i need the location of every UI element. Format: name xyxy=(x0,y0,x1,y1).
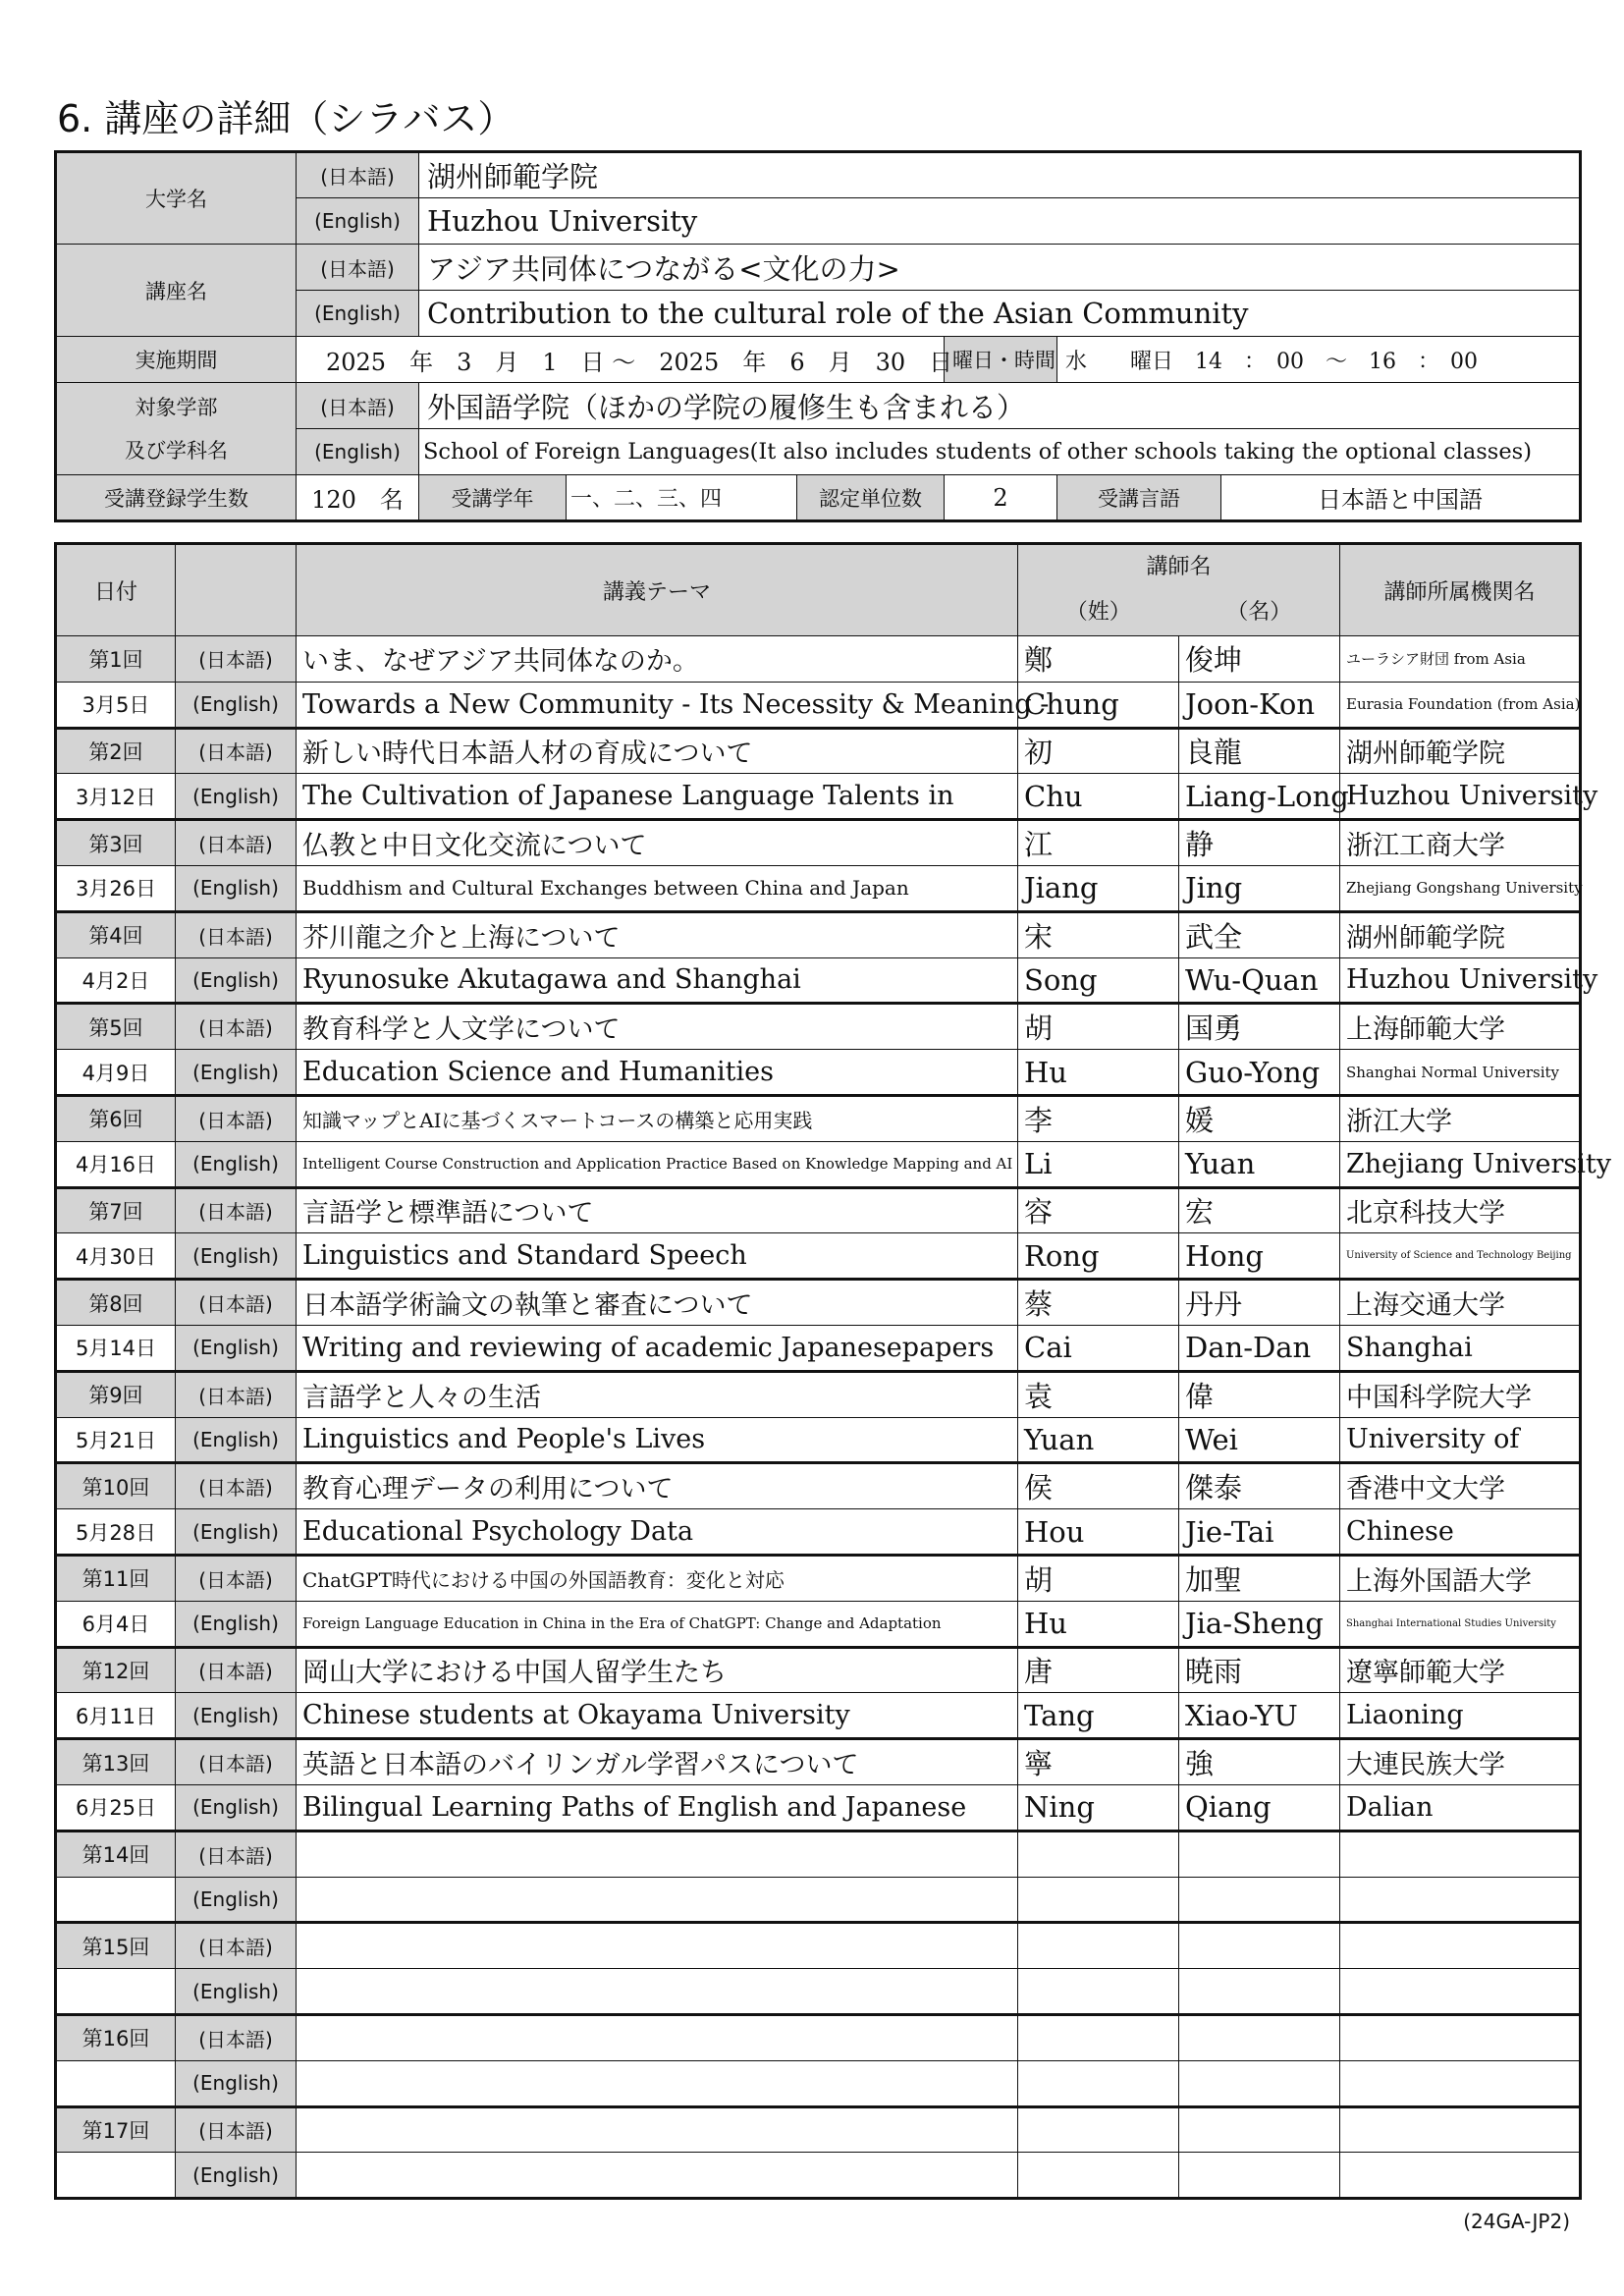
en-tag: (English) xyxy=(297,198,419,245)
lecturer-surname-ja: 李 xyxy=(1018,1095,1179,1141)
surname-header: （姓） xyxy=(1065,600,1131,625)
lecture-row-en xyxy=(56,682,1581,728)
page-title: 6. 講座の詳細（シラバス） xyxy=(57,97,515,140)
year-value: 一、二、三、四 xyxy=(567,475,797,521)
lecture-number: 第10回 xyxy=(56,1463,176,1509)
lecturer-given-en: Yuan xyxy=(1179,1141,1340,1187)
lecture-row-en xyxy=(56,1050,1581,1096)
lecture-theme-ja: 教育科学と人文学について xyxy=(297,1004,1018,1050)
lecturer-given-ja: 媛 xyxy=(1179,1095,1340,1141)
form-code: (24GA-JP2) xyxy=(1463,2210,1570,2233)
en-tag: (English) xyxy=(176,1877,297,1923)
lecturer-given-en: Jing xyxy=(1179,865,1340,911)
lecturer-given-en xyxy=(1179,1969,1340,2015)
lecture-number: 第13回 xyxy=(56,1739,176,1785)
university-name-ja: 湖州師範学院 xyxy=(419,152,1581,198)
lecture-date: 6月11日 xyxy=(56,1693,176,1739)
course-label: 講座名 xyxy=(56,245,297,337)
lecture-number: 第1回 xyxy=(56,636,176,683)
lecturer-surname-ja: 容 xyxy=(1018,1187,1179,1233)
lecturer-org-ja xyxy=(1340,2106,1581,2153)
lecturer-surname-ja: 侯 xyxy=(1018,1463,1179,1509)
lecturer-surname-en xyxy=(1018,1877,1179,1923)
lecturer-org-en xyxy=(1340,2060,1581,2106)
ja-tag: (日本語) xyxy=(176,1739,297,1785)
lecture-row-ja xyxy=(56,1187,1581,1233)
faculty-label xyxy=(56,383,297,475)
en-tag: (English) xyxy=(176,865,297,911)
lecturer-surname-en: Yuan xyxy=(1018,1417,1179,1463)
lecture-theme-ja xyxy=(297,1923,1018,1969)
period-value: 2025 年 3 月 1 日 ～ 2025 年 6 月 30 日 xyxy=(297,337,945,383)
lecturer-surname-en: Chu xyxy=(1018,774,1179,820)
ja-tag: (日本語) xyxy=(176,1831,297,1877)
lecturer-org-ja: 上海交通大学 xyxy=(1340,1280,1581,1326)
lecturer-given-ja: 武全 xyxy=(1179,911,1340,957)
lecturer-surname-en xyxy=(1018,2153,1179,2199)
lecture-theme-ja xyxy=(297,1831,1018,1877)
lecturer-surname-ja xyxy=(1018,1923,1179,1969)
lecturer-given-ja: 偉 xyxy=(1179,1371,1340,1417)
lecture-date: 3月5日 xyxy=(56,682,176,728)
lecture-theme-ja: 仏教と中日文化交流について xyxy=(297,820,1018,866)
lecture-row-en xyxy=(56,1601,1581,1647)
lecture-row-ja xyxy=(56,728,1581,774)
en-tag: (English) xyxy=(176,1969,297,2015)
lecturer-given-ja: 丹丹 xyxy=(1179,1280,1340,1326)
lecture-number: 第8回 xyxy=(56,1280,176,1326)
ja-tag: (日本語) xyxy=(176,728,297,774)
lecture-row-en xyxy=(56,957,1581,1004)
ja-tag: (日本語) xyxy=(176,1923,297,1969)
lecturer-org-en: Huzhou University xyxy=(1340,774,1581,820)
lecture-theme-en: Linguistics and People's Lives xyxy=(297,1417,1018,1463)
lecture-date xyxy=(56,2153,176,2199)
lecturer-given-en xyxy=(1179,1877,1340,1923)
lecturer-org-ja: 香港中文大学 xyxy=(1340,1463,1581,1509)
lecture-row-ja xyxy=(56,1371,1581,1417)
lecture-schedule-table xyxy=(54,542,1611,2200)
ja-tag: (日本語) xyxy=(176,820,297,866)
lecturer-org-ja: 中国科学院大学 xyxy=(1340,1371,1581,1417)
university-name-en: Huzhou University xyxy=(419,198,1581,245)
lecture-number: 第14回 xyxy=(56,1831,176,1877)
lang-header xyxy=(176,544,297,636)
en-tag: (English) xyxy=(176,1417,297,1463)
ja-tag: (日本語) xyxy=(176,2106,297,2153)
lecture-row-ja xyxy=(56,1647,1581,1693)
credits-label: 認定単位数 xyxy=(797,475,945,521)
en-tag: (English) xyxy=(297,291,419,337)
course-name-ja: アジア共同体につながる<文化の力> xyxy=(419,245,1581,291)
lecture-theme-en: The Cultivation of Japanese Language Talents in xyxy=(297,774,1018,820)
lecture-theme-ja: ChatGPT時代における中国の外国語教育：変化と対応 xyxy=(297,1555,1018,1601)
lecture-theme-ja: 教育心理データの利用について xyxy=(297,1463,1018,1509)
lecturer-surname-en: Chung xyxy=(1018,682,1179,728)
lecturer-surname-ja: 袁 xyxy=(1018,1371,1179,1417)
lecture-date xyxy=(56,1877,176,1923)
given-name-header: （名） xyxy=(1226,600,1292,625)
lecturer-surname-en: Hou xyxy=(1018,1509,1179,1556)
en-tag: (English) xyxy=(176,682,297,728)
lecturer-given-en: Jie-Tai xyxy=(1179,1509,1340,1556)
course-info-table xyxy=(54,150,1582,522)
en-tag: (English) xyxy=(297,429,419,475)
lecturer-org-ja: 浙江大学 xyxy=(1340,1095,1581,1141)
en-tag: (English) xyxy=(176,1693,297,1739)
lecture-theme-en: Chinese students at Okayama University xyxy=(297,1693,1018,1739)
lecturer-given-ja xyxy=(1179,2014,1340,2060)
lecturer-surname-en: Jiang xyxy=(1018,865,1179,911)
lecture-theme-ja: 日本語学術論文の執筆と審査について xyxy=(297,1280,1018,1326)
lecturer-surname-ja: 鄭 xyxy=(1018,636,1179,683)
lecturer-given-ja: 加聖 xyxy=(1179,1555,1340,1601)
lecturer-surname-en: Hu xyxy=(1018,1601,1179,1647)
lecturer-surname-en: Hu xyxy=(1018,1050,1179,1096)
lecturer-given-ja: 宏 xyxy=(1179,1187,1340,1233)
lecturer-surname-ja: 胡 xyxy=(1018,1004,1179,1050)
en-tag: (English) xyxy=(176,1325,297,1371)
lecture-number: 第7回 xyxy=(56,1187,176,1233)
lecture-number: 第11回 xyxy=(56,1555,176,1601)
lecturer-surname-ja: 宋 xyxy=(1018,911,1179,957)
en-tag: (English) xyxy=(176,1141,297,1187)
year-label: 受講学年 xyxy=(419,475,567,521)
lecture-theme-en: Writing and reviewing of academic Japanesepapers xyxy=(297,1325,1018,1371)
lecturer-given-en: Wu-Quan xyxy=(1179,957,1340,1004)
lecturer-given-ja: 俊坤 xyxy=(1179,636,1340,683)
lecture-number: 第9回 xyxy=(56,1371,176,1417)
lecture-theme-ja: 知識マップとAIに基づくスマートコースの構築と応用実践 xyxy=(297,1095,1018,1141)
faculty-label-line1: 対象学部 xyxy=(135,395,218,419)
ja-tag: (日本語) xyxy=(176,1095,297,1141)
ja-tag: (日本語) xyxy=(297,152,419,198)
lecturer-given-en: Xiao-YU xyxy=(1179,1693,1340,1739)
en-tag: (English) xyxy=(176,1050,297,1096)
lecturer-header xyxy=(1018,544,1340,636)
lecturer-given-ja: 国勇 xyxy=(1179,1004,1340,1050)
lecture-number: 第12回 xyxy=(56,1647,176,1693)
lecture-date: 4月16日 xyxy=(56,1141,176,1187)
en-tag: (English) xyxy=(176,957,297,1004)
en-tag: (English) xyxy=(176,1601,297,1647)
lecturer-surname-ja: 江 xyxy=(1018,820,1179,866)
lecture-row-en xyxy=(56,2153,1581,2199)
course-name-en: Contribution to the cultural role of the Asian Community xyxy=(419,291,1581,337)
ja-tag: (日本語) xyxy=(176,1555,297,1601)
lecture-number: 第17回 xyxy=(56,2106,176,2153)
ja-tag: (日本語) xyxy=(176,1463,297,1509)
lecturer-given-ja: 強 xyxy=(1179,1739,1340,1785)
lecturer-given-en: Joon-Kon xyxy=(1179,682,1340,728)
lecture-theme-ja: 英語と日本語のバイリンガル学習パスについて xyxy=(297,1739,1018,1785)
lecturer-org-ja: 浙江工商大学 xyxy=(1340,820,1581,866)
lecture-date: 5月28日 xyxy=(56,1509,176,1556)
lecture-row-en xyxy=(56,1509,1581,1556)
students-value: 120 名 xyxy=(297,475,419,521)
lecture-row-ja xyxy=(56,1463,1581,1509)
lecturer-surname-en: Rong xyxy=(1018,1233,1179,1280)
lecturer-org-en: Huzhou University xyxy=(1340,957,1581,1004)
lecturer-surname-ja: 蔡 xyxy=(1018,1280,1179,1326)
lecturer-given-en: Jia-Sheng xyxy=(1179,1601,1340,1647)
lecture-row-en xyxy=(56,1417,1581,1463)
lecture-row-ja xyxy=(56,1923,1581,1969)
lecturer-org-en: Liaoning xyxy=(1340,1693,1581,1739)
ja-tag: (日本語) xyxy=(176,1004,297,1050)
lecture-date: 4月30日 xyxy=(56,1233,176,1280)
lecture-date: 5月21日 xyxy=(56,1417,176,1463)
lecture-row-ja xyxy=(56,2106,1581,2153)
lecture-theme-en: Educational Psychology Data xyxy=(297,1509,1018,1556)
daytime-label: 曜日・時間 xyxy=(945,337,1057,383)
lecture-number: 第2回 xyxy=(56,728,176,774)
lecturer-given-ja: 暁雨 xyxy=(1179,1647,1340,1693)
ja-tag: (日本語) xyxy=(176,1647,297,1693)
lecture-theme-en xyxy=(297,1877,1018,1923)
lecturer-surname-ja xyxy=(1018,2014,1179,2060)
lecturer-org-en: University of Science and Technology Beijing xyxy=(1340,1233,1581,1280)
lecture-row-ja xyxy=(56,1004,1581,1050)
lecture-row-en xyxy=(56,2060,1581,2106)
lecturer-given-en: Hong xyxy=(1179,1233,1340,1280)
lecturer-given-en xyxy=(1179,2060,1340,2106)
lecture-date: 6月25日 xyxy=(56,1784,176,1831)
faculty-ja: 外国語学院（ほかの学院の履修生も含まれる） xyxy=(419,383,1581,429)
lecture-row-en xyxy=(56,774,1581,820)
lecture-date: 3月26日 xyxy=(56,865,176,911)
lecturer-given-ja: 静 xyxy=(1179,820,1340,866)
lecturer-surname-ja xyxy=(1018,2106,1179,2153)
lecture-number: 第6回 xyxy=(56,1095,176,1141)
lecturer-surname-ja: 初 xyxy=(1018,728,1179,774)
lecturer-surname-ja: 寧 xyxy=(1018,1739,1179,1785)
lecture-theme-en: Linguistics and Standard Speech xyxy=(297,1233,1018,1280)
lecturer-surname-ja: 唐 xyxy=(1018,1647,1179,1693)
lecture-theme-ja xyxy=(297,2014,1018,2060)
org-header: 講師所属機関名 xyxy=(1340,544,1581,636)
lecture-date xyxy=(56,2060,176,2106)
lecture-number: 第5回 xyxy=(56,1004,176,1050)
faculty-label-line2: 及び学科名 xyxy=(125,438,228,463)
lecture-theme-en: Ryunosuke Akutagawa and Shanghai xyxy=(297,957,1018,1004)
lecturer-given-ja: 良龍 xyxy=(1179,728,1340,774)
lecturer-org-ja xyxy=(1340,2014,1581,2060)
lecturer-surname-ja xyxy=(1018,1831,1179,1877)
language-value: 日本語と中国語 xyxy=(1221,475,1581,521)
lecturer-org-ja: 遼寧師範大学 xyxy=(1340,1647,1581,1693)
lecture-row-en xyxy=(56,1233,1581,1280)
lecture-row-en xyxy=(56,1325,1581,1371)
daytime-value: 水 曜日 14 ： 00 ～ 16 ： 00 xyxy=(1057,337,1581,383)
lecturer-org-en: Eurasia Foundation (from Asia) xyxy=(1340,682,1581,728)
lecturer-org-en xyxy=(1340,1877,1581,1923)
lecturer-given-ja xyxy=(1179,2106,1340,2153)
lecturer-org-en: Shanghai Normal University xyxy=(1340,1050,1581,1096)
lecturer-given-ja xyxy=(1179,1831,1340,1877)
lecture-number: 第3回 xyxy=(56,820,176,866)
lecture-row-en xyxy=(56,1877,1581,1923)
credits-value: 2 xyxy=(945,475,1057,521)
lecturer-org-en xyxy=(1340,2153,1581,2199)
lecturer-given-en xyxy=(1179,2153,1340,2199)
lecture-theme-en: Foreign Language Education in China in the Era of ChatGPT: Change and Adaptation xyxy=(297,1601,1018,1647)
lecturer-given-en: Wei xyxy=(1179,1417,1340,1463)
lecture-row-ja xyxy=(56,1831,1581,1877)
lecture-row-ja xyxy=(56,1555,1581,1601)
period-label: 実施期間 xyxy=(56,337,297,383)
lecture-date: 6月4日 xyxy=(56,1601,176,1647)
lecture-theme-ja: 言語学と標準語について xyxy=(297,1187,1018,1233)
lecture-row-ja xyxy=(56,1739,1581,1785)
university-label: 大学名 xyxy=(56,152,297,245)
lecturer-org-en: Dalian xyxy=(1340,1784,1581,1831)
lecture-date xyxy=(56,1969,176,2015)
lecture-theme-ja: 岡山大学における中国人留学生たち xyxy=(297,1647,1018,1693)
lecture-date: 3月12日 xyxy=(56,774,176,820)
lecture-row-ja xyxy=(56,1095,1581,1141)
lecturer-org-en: University of xyxy=(1340,1417,1581,1463)
lecture-row-ja xyxy=(56,820,1581,866)
lecture-theme-en xyxy=(297,2153,1018,2199)
en-tag: (English) xyxy=(176,774,297,820)
lecture-number: 第16回 xyxy=(56,2014,176,2060)
ja-tag: (日本語) xyxy=(176,911,297,957)
lecturer-surname-en: Ning xyxy=(1018,1784,1179,1831)
lecturer-given-en: Guo-Yong xyxy=(1179,1050,1340,1096)
lecture-theme-ja: 言語学と人々の生活 xyxy=(297,1371,1018,1417)
lecturer-org-en: Zhejiang University xyxy=(1340,1141,1581,1187)
lecturer-org-ja: 上海師範大学 xyxy=(1340,1004,1581,1050)
en-tag: (English) xyxy=(176,1784,297,1831)
lecturer-header-label: 講師名 xyxy=(1146,555,1212,579)
language-label: 受講言語 xyxy=(1057,475,1221,521)
lecture-theme-en: Buddhism and Cultural Exchanges between China and Japan xyxy=(297,865,1018,911)
students-label: 受講登録学生数 xyxy=(56,475,297,521)
theme-header: 講義テーマ xyxy=(297,544,1018,636)
en-tag: (English) xyxy=(176,2153,297,2199)
lecture-theme-en: Towards a New Community - Its Necessity & Meaning - xyxy=(297,682,1018,728)
date-header: 日付 xyxy=(56,544,176,636)
en-tag: (English) xyxy=(176,1509,297,1556)
lecture-date: 5月14日 xyxy=(56,1325,176,1371)
lecturer-org-en: Zhejiang Gongshang University xyxy=(1340,865,1581,911)
lecturer-surname-ja: 胡 xyxy=(1018,1555,1179,1601)
lecture-theme-en xyxy=(297,2060,1018,2106)
ja-tag: (日本語) xyxy=(176,636,297,683)
lecture-row-ja xyxy=(56,1280,1581,1326)
ja-tag: (日本語) xyxy=(297,383,419,429)
en-tag: (English) xyxy=(176,2060,297,2106)
lecturer-org-ja: 湖州師範学院 xyxy=(1340,911,1581,957)
lecturer-org-en xyxy=(1340,1969,1581,2015)
lecturer-org-en: Chinese xyxy=(1340,1509,1581,1556)
lecturer-org-ja: 上海外国語大学 xyxy=(1340,1555,1581,1601)
lecturer-org-ja xyxy=(1340,1831,1581,1877)
lecture-theme-ja: 新しい時代日本語人材の育成について xyxy=(297,728,1018,774)
lecturer-given-ja: 傑泰 xyxy=(1179,1463,1340,1509)
lecture-row-en xyxy=(56,1969,1581,2015)
lecture-number: 第4回 xyxy=(56,911,176,957)
ja-tag: (日本語) xyxy=(297,245,419,291)
lecture-theme-en xyxy=(297,1969,1018,2015)
lecturer-surname-en: Li xyxy=(1018,1141,1179,1187)
lecture-row-en xyxy=(56,865,1581,911)
lecture-number: 第15回 xyxy=(56,1923,176,1969)
lecture-row-en xyxy=(56,1141,1581,1187)
en-tag: (English) xyxy=(176,1233,297,1280)
lecture-theme-ja: 芥川龍之介と上海について xyxy=(297,911,1018,957)
lecturer-org-ja xyxy=(1340,1923,1581,1969)
lecturer-given-en: Liang-Long xyxy=(1179,774,1340,820)
ja-tag: (日本語) xyxy=(176,1187,297,1233)
lecturer-surname-en xyxy=(1018,2060,1179,2106)
ja-tag: (日本語) xyxy=(176,1280,297,1326)
lecturer-given-ja xyxy=(1179,1923,1340,1969)
lecture-row-ja xyxy=(56,636,1581,683)
lecturer-surname-en: Tang xyxy=(1018,1693,1179,1739)
lecture-theme-en: Bilingual Learning Paths of English and Japanese xyxy=(297,1784,1018,1831)
lecture-row-ja xyxy=(56,2014,1581,2060)
lecturer-given-en: Qiang xyxy=(1179,1784,1340,1831)
lecturer-org-ja: ユーラシア財団 from Asia xyxy=(1340,636,1581,683)
ja-tag: (日本語) xyxy=(176,1371,297,1417)
lecture-row-en xyxy=(56,1784,1581,1831)
lecturer-surname-en xyxy=(1018,1969,1179,2015)
lecturer-surname-en: Cai xyxy=(1018,1325,1179,1371)
lecturer-org-ja: 大連民族大学 xyxy=(1340,1739,1581,1785)
lecture-theme-en: Education Science and Humanities xyxy=(297,1050,1018,1096)
lecturer-org-en: Shanghai xyxy=(1340,1325,1581,1371)
lecturer-org-ja: 北京科技大学 xyxy=(1340,1187,1581,1233)
ja-tag: (日本語) xyxy=(176,2014,297,2060)
lecture-theme-en: Intelligent Course Construction and Application Practice Based on Knowledge Mapping and AI xyxy=(297,1141,1018,1187)
lecturer-org-en: Shanghai International Studies University xyxy=(1340,1601,1581,1647)
lecture-date: 4月2日 xyxy=(56,957,176,1004)
lecturer-surname-en: Song xyxy=(1018,957,1179,1004)
lecture-date: 4月9日 xyxy=(56,1050,176,1096)
lecture-row-ja xyxy=(56,911,1581,957)
lecturer-org-ja: 湖州師範学院 xyxy=(1340,728,1581,774)
lecturer-given-en: Dan-Dan xyxy=(1179,1325,1340,1371)
lecture-row-en xyxy=(56,1693,1581,1739)
lecture-theme-ja xyxy=(297,2106,1018,2153)
lecture-theme-ja: いま、なぜアジア共同体なのか。 xyxy=(297,636,1018,683)
faculty-en: School of Foreign Languages(It also includes students of other schools taking the optional classes) xyxy=(419,429,1581,475)
